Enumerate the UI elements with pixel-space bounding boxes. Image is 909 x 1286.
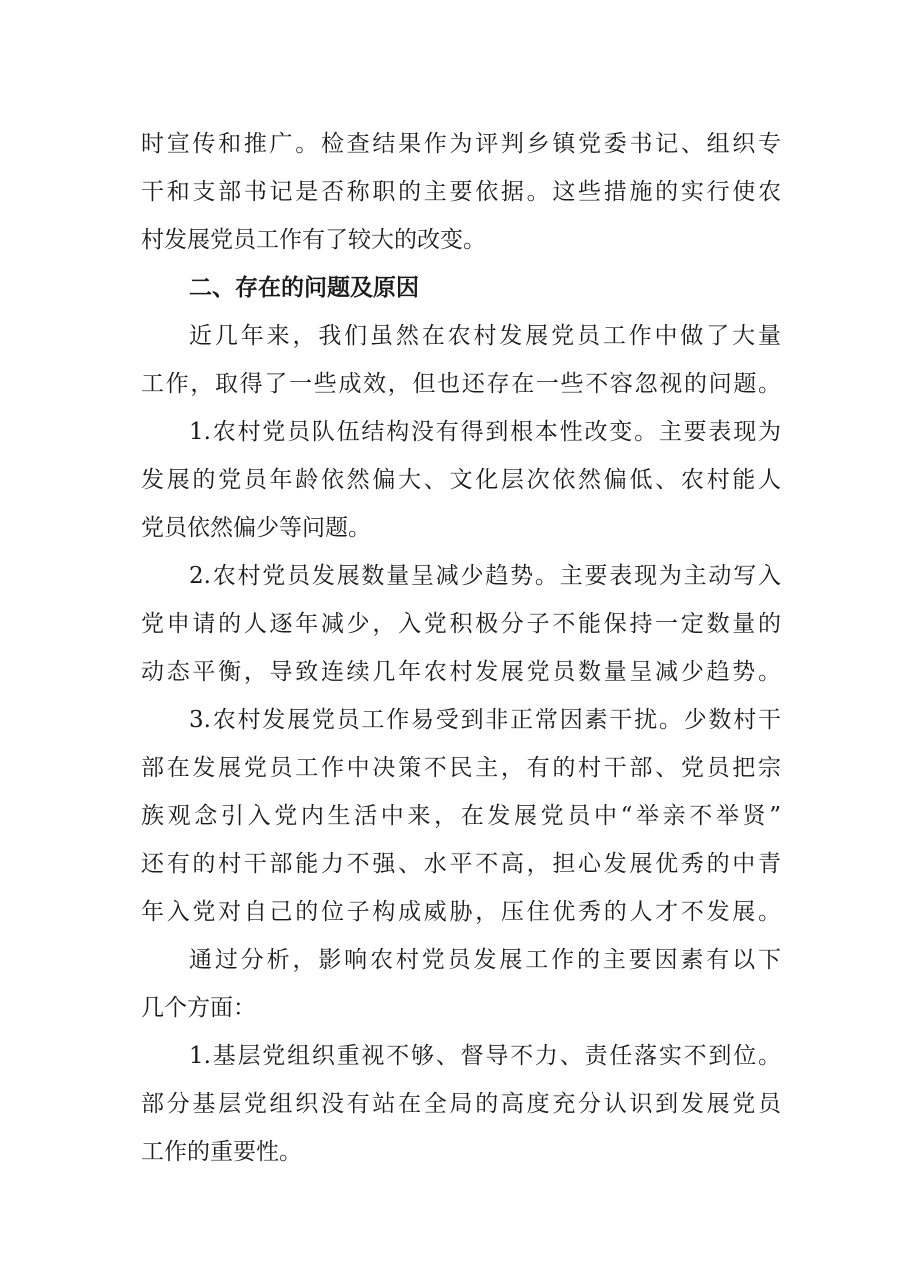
body-text-line: 近几年来，我们虽然在农村发展党员工作中做了大量: [189, 323, 781, 349]
body-text-line: 党申请的人逐年减少，入党积极分子不能保持一定数量的: [141, 611, 781, 637]
body-text-line: 还有的村干部能力不强、水平不高，担心发展优秀的中青: [141, 851, 781, 877]
section-heading: 二、存在的问题及原因: [189, 275, 419, 301]
body-text-line: 干和支部书记是否称职的主要依据。这些措施的实行使农: [141, 179, 781, 205]
body-text-line: 部分基层党组织没有站在全局的高度充分认识到发展党员: [141, 1091, 781, 1117]
body-text-line: 时宣传和推广。检查结果作为评判乡镇党委书记、组织专: [141, 131, 781, 157]
body-text-line: 党员依然偏少等问题。: [141, 515, 371, 541]
body-text-line: 工作的重要性。: [141, 1139, 302, 1165]
body-text-line: 工作，取得了一些成效，但也还存在一些不容忽视的问题。: [141, 371, 781, 397]
body-text-line: 发展的党员年龄依然偏大、文化层次依然偏低、农村能人: [141, 467, 781, 493]
body-text-line: 年入党对自己的位子构成威胁，压住优秀的人才不发展。: [141, 899, 781, 925]
body-text-line: 1.基层党组织重视不够、督导不力、责任落实不到位。: [189, 1043, 781, 1069]
body-text-line: 3.农村发展党员工作易受到非正常因素干扰。少数村干: [189, 707, 781, 733]
body-text-line: 几个方面：: [141, 995, 256, 1021]
body-text-line: 动态平衡，导致连续几年农村发展党员数量呈减少趋势。: [141, 659, 781, 685]
body-text-line: 族观念引入党内生活中来，在发展党员中“举亲不举贤”: [141, 803, 781, 829]
body-text-line: 2.农村党员发展数量呈减少趋势。主要表现为主动写入: [189, 563, 781, 589]
body-text-line: 部在发展党员工作中决策不民主，有的村干部、党员把宗: [141, 755, 781, 781]
body-text-line: 1.农村党员队伍结构没有得到根本性改变。主要表现为: [189, 419, 781, 445]
body-text-line: 村发展党员工作有了较大的改变。: [141, 227, 486, 253]
body-text-line: 通过分析，影响农村党员发展工作的主要因素有以下: [189, 947, 781, 973]
